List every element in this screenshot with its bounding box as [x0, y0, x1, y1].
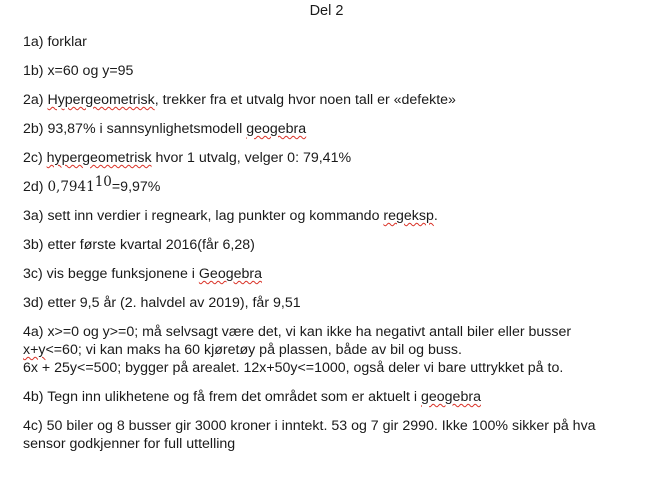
answer-4b-text: 4b) Tegn inn ulikhetene og få frem det området som er aktuelt i: [23, 389, 421, 405]
answer-4c-line2: sensor godkjenner for full uttelling: [23, 436, 236, 452]
spellcheck-word: x+y: [23, 342, 46, 358]
spellcheck-word: geogebra: [421, 389, 481, 405]
answer-2a: [23, 91, 456, 109]
spellcheck-word: Hypergeometrisk: [47, 92, 155, 108]
answer-3b: 3b) etter første kvartal 2016(får 6,28): [23, 237, 255, 253]
answer-2c: [23, 149, 351, 167]
answer-4c-line1: 4c) 50 biler og 8 busser gir 3000 kroner i inntekt. 53 og 7 gir 2990. Ikke 100% sikker på hva: [23, 418, 596, 434]
answer-3a-text: 3a) sett inn verdier i regneark, lag punkter og kommando: [23, 208, 384, 224]
answer-4b: [23, 388, 481, 406]
answer-3a: [23, 207, 438, 225]
answer-4a-line2: [23, 341, 462, 359]
answer-2a-text: , trekker fra et utvalg hvor noen tall er «defekte»: [154, 92, 456, 108]
answer-3c-text: 3c) vis begge funksjonene i: [23, 266, 199, 282]
answer-3d: 3d) etter 9,5 år (2. halvdel av 2019), får 9,51: [23, 295, 301, 311]
answer-2d: [23, 174, 161, 196]
answer-3c: [23, 265, 262, 283]
answer-2d-prefix: 2d): [23, 179, 48, 195]
answer-2b-text: 2b) 93,87% i sannsynlighetsmodell: [23, 121, 247, 137]
math-exponent: 10: [94, 174, 112, 190]
spellcheck-word: geogebra: [246, 121, 307, 137]
answer-2a-prefix: 2a): [23, 92, 48, 108]
answer-1a: 1a) forklar: [23, 34, 87, 50]
spellcheck-word: hypergeometrisk: [46, 150, 152, 166]
page-title: Del 2: [309, 3, 344, 19]
math-base: 0,7941: [47, 179, 95, 195]
answer-4a-line2-text: <=60; vi kan maks ha 60 kjøretøy på plassen, både av bil og buss.: [45, 342, 462, 358]
answer-3a-end: .: [433, 208, 438, 224]
answer-2c-prefix: 2c): [23, 150, 47, 166]
answer-2b: [23, 120, 306, 138]
answer-1b: 1b) x=60 og y=95: [23, 63, 134, 79]
spellcheck-word: regeksp: [383, 208, 434, 224]
answer-4a-line1: 4a) x>=0 og y>=0; må selvsagt være det, vi kan ikke ha negativt antall biler eller busser: [23, 324, 572, 340]
spellcheck-word: Geogebra: [198, 266, 262, 282]
answer-2d-result: =9,97%: [111, 179, 161, 195]
answer-2c-text: hvor 1 utvalg, velger 0: 79,41%: [151, 150, 352, 166]
answer-4a-line3: 6x + 25y<=500; bygger på arealet. 12x+50y<=1000, også deler vi bare uttrykket på to.: [23, 360, 564, 376]
